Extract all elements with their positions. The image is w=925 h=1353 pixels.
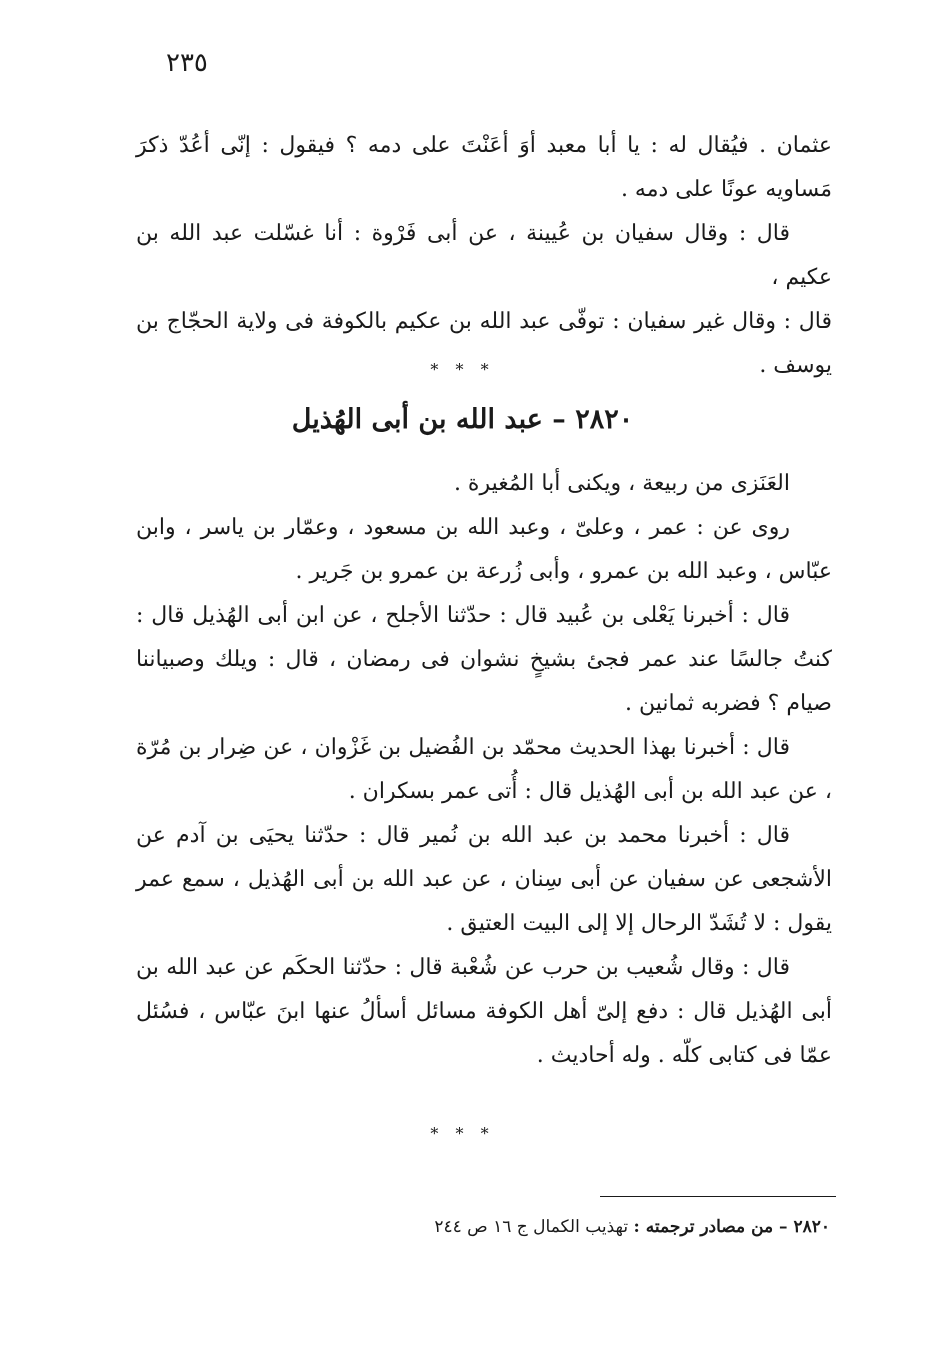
footnote-label: ٢٨٢٠ – من مصادر ترجمته : — [633, 1217, 830, 1237]
paragraph: قال : أخبرنا محمد بن عبد الله بن نُمير قال : حدّثنا يحيَى بن آدم عن الأشجعى عن سفيان عن أبى سِنان ، عن عبد الله بن أبى الهُذيل ، سمع عمر يقول : لا تُشَدّ الرحال إلا إلى البيت العتيق . — [136, 823, 832, 936]
paragraph: قال : وقال غير سفيان : توفّى عبد الله بن عكيم بالكوفة فى ولاية الحجّاج بن يوسف . — [136, 309, 832, 378]
footnote-text: تهذيب الكمال ج ١٦ ص ٢٤٤ — [434, 1217, 629, 1237]
entry-name: عبد الله بن أبى الهُذيل — [291, 404, 543, 435]
entry-dash: – — [552, 404, 566, 435]
paragraph: قال : وقال سفيان بن عُيينة ، عن أبى فَرْوة : أنا غسّلت عبد الله بن عكيم ، — [136, 221, 832, 290]
paragraph: عثمان . فيُقال له : يا أبا معبد أوَ أعَنْتَ على دمه ؟ فيقول : إنّى أعُدّ ذكرَ مَساويه عونًا على دمه . — [136, 133, 832, 202]
paragraph: قال : أخبرنا بهذا الحديث محمّد بن الفُضيل بن غَزْوان ، عن ضِرار بن مُرّة ، عن عبد الله بن أبى الهُذيل قال : أُتى عمر بسكران . — [136, 735, 832, 804]
continued-biography-text — [136, 124, 832, 388]
entry-heading — [0, 398, 925, 442]
footnote — [300, 1212, 830, 1242]
paragraph: روى عن : عمر ، وعلىّ ، وعبد الله بن مسعود ، وعمّار بن ياسر ، وابن عبّاس ، وعبد الله بن عمرو ، وأبى زُرعة بن عمرو بن جَرير . — [136, 515, 832, 584]
paragraph: قال : أخبرنا يَعْلى بن عُبيد قال : حدّثنا الأجلح ، عن ابن أبى الهُذيل قال : كنتُ جالسًا عند عمر فجئ بشيخٍ نشوان فى رمضان ، قال : ويلك وصبياننا صيام ؟ فضربه ثمانين . — [136, 603, 832, 716]
entry-body-text — [136, 462, 832, 1078]
paragraph: العَنَزى من ربيعة ، ويكنى أبا المُغيرة . — [453, 471, 790, 496]
section-separator: * * * — [430, 1124, 495, 1143]
paragraph: قال : وقال شُعيب بن حرب عن شُعْبة قال : حدّثنا الحكَم عن عبد الله بن أبى الهُذيل قال : دفع إلىّ أهل الكوفة مسائل أسألُ عنها ابنَ عبّاس ، فسُئل عمّا فى كتابى كلّه . وله أحاديث . — [136, 955, 832, 1068]
entry-number: ٢٨٢٠ — [575, 404, 634, 435]
page-number: ٢٣٥ — [166, 48, 208, 78]
section-separator: * * * — [430, 360, 495, 379]
footnote-divider — [600, 1196, 836, 1197]
